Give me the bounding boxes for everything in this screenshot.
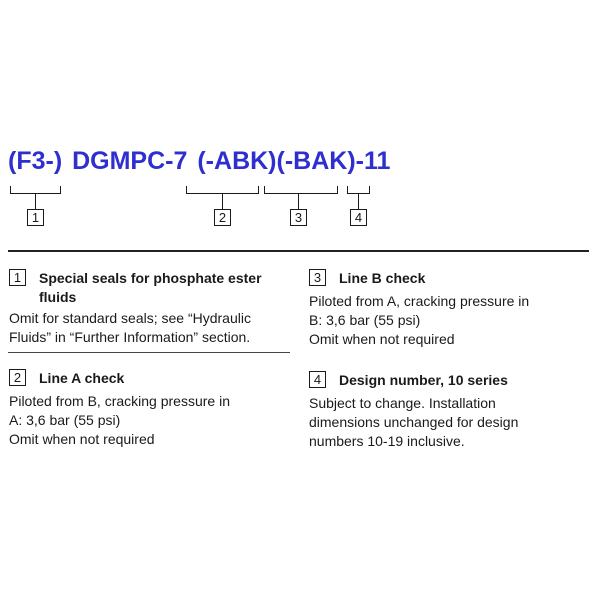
callout-box-1: 1 bbox=[27, 209, 44, 226]
section-divider-left bbox=[8, 352, 290, 353]
section-1-title-line-2: fluids bbox=[39, 289, 77, 305]
callout-box-3: 3 bbox=[290, 209, 307, 226]
section-1-body-line-1: Omit for standard seals; see “Hydraulic bbox=[9, 310, 251, 326]
section-2-number-box: 2 bbox=[9, 369, 26, 386]
model-code-segment-f3: (F3-) bbox=[8, 147, 63, 175]
section-4-body bbox=[309, 394, 594, 451]
section-divider-top bbox=[8, 250, 589, 252]
section-4-body-line-1: Subject to change. Installation bbox=[309, 395, 496, 411]
model-code-segment-bak: (-BAK) bbox=[276, 147, 356, 175]
bracket-1 bbox=[11, 186, 61, 194]
section-3-body bbox=[309, 292, 594, 349]
section-1-body bbox=[9, 309, 294, 347]
model-code-segment-dgmpc: DGMPC-7 bbox=[72, 147, 188, 175]
section-3-heading bbox=[309, 269, 594, 288]
section-3-number-box: 3 bbox=[309, 269, 326, 286]
section-4-body-line-2: dimensions unchanged for design bbox=[309, 414, 519, 430]
section-2-body bbox=[9, 392, 294, 449]
callout-box-2: 2 bbox=[214, 209, 231, 226]
section-4-number-box: 4 bbox=[309, 371, 326, 388]
section-4-body-line-3: numbers 10-19 inclusive. bbox=[309, 433, 465, 449]
section-3-body-line-1: Piloted from A, cracking pressure in bbox=[309, 293, 530, 309]
section-3 bbox=[309, 269, 594, 349]
section-2-body-line-3: Omit when not required bbox=[9, 431, 155, 447]
section-2-title-line-1: Line A check bbox=[39, 370, 125, 386]
section-1-body-line-2: Fluids” in “Further Information” section. bbox=[9, 329, 251, 345]
section-2-body-line-2: A: 3,6 bar (55 psi) bbox=[9, 412, 121, 428]
model-code-segment-design: -11 bbox=[355, 147, 391, 175]
callout-box-4: 4 bbox=[350, 209, 367, 226]
bracket-2 bbox=[187, 186, 259, 194]
section-3-body-line-3: Omit when not required bbox=[309, 331, 455, 347]
section-2-body-line-1: Piloted from B, cracking pressure in bbox=[9, 393, 230, 409]
section-4 bbox=[309, 371, 594, 451]
bracket-3 bbox=[265, 186, 338, 194]
section-2-heading bbox=[9, 369, 294, 388]
section-1-title-line-1: Special seals for phosphate ester bbox=[39, 270, 262, 286]
model-code-segment-abk: (-ABK) bbox=[197, 147, 277, 175]
section-4-title-line-1: Design number, 10 series bbox=[339, 372, 508, 388]
bracket-4 bbox=[348, 186, 370, 194]
callout-brackets bbox=[0, 0, 600, 240]
section-3-title-line-1: Line B check bbox=[339, 270, 426, 286]
section-1 bbox=[9, 269, 294, 347]
section-4-heading bbox=[309, 371, 594, 390]
section-3-body-line-2: B: 3,6 bar (55 psi) bbox=[309, 312, 421, 328]
section-2 bbox=[9, 369, 294, 449]
section-1-number-box: 1 bbox=[9, 269, 26, 286]
section-1-heading bbox=[9, 269, 294, 307]
